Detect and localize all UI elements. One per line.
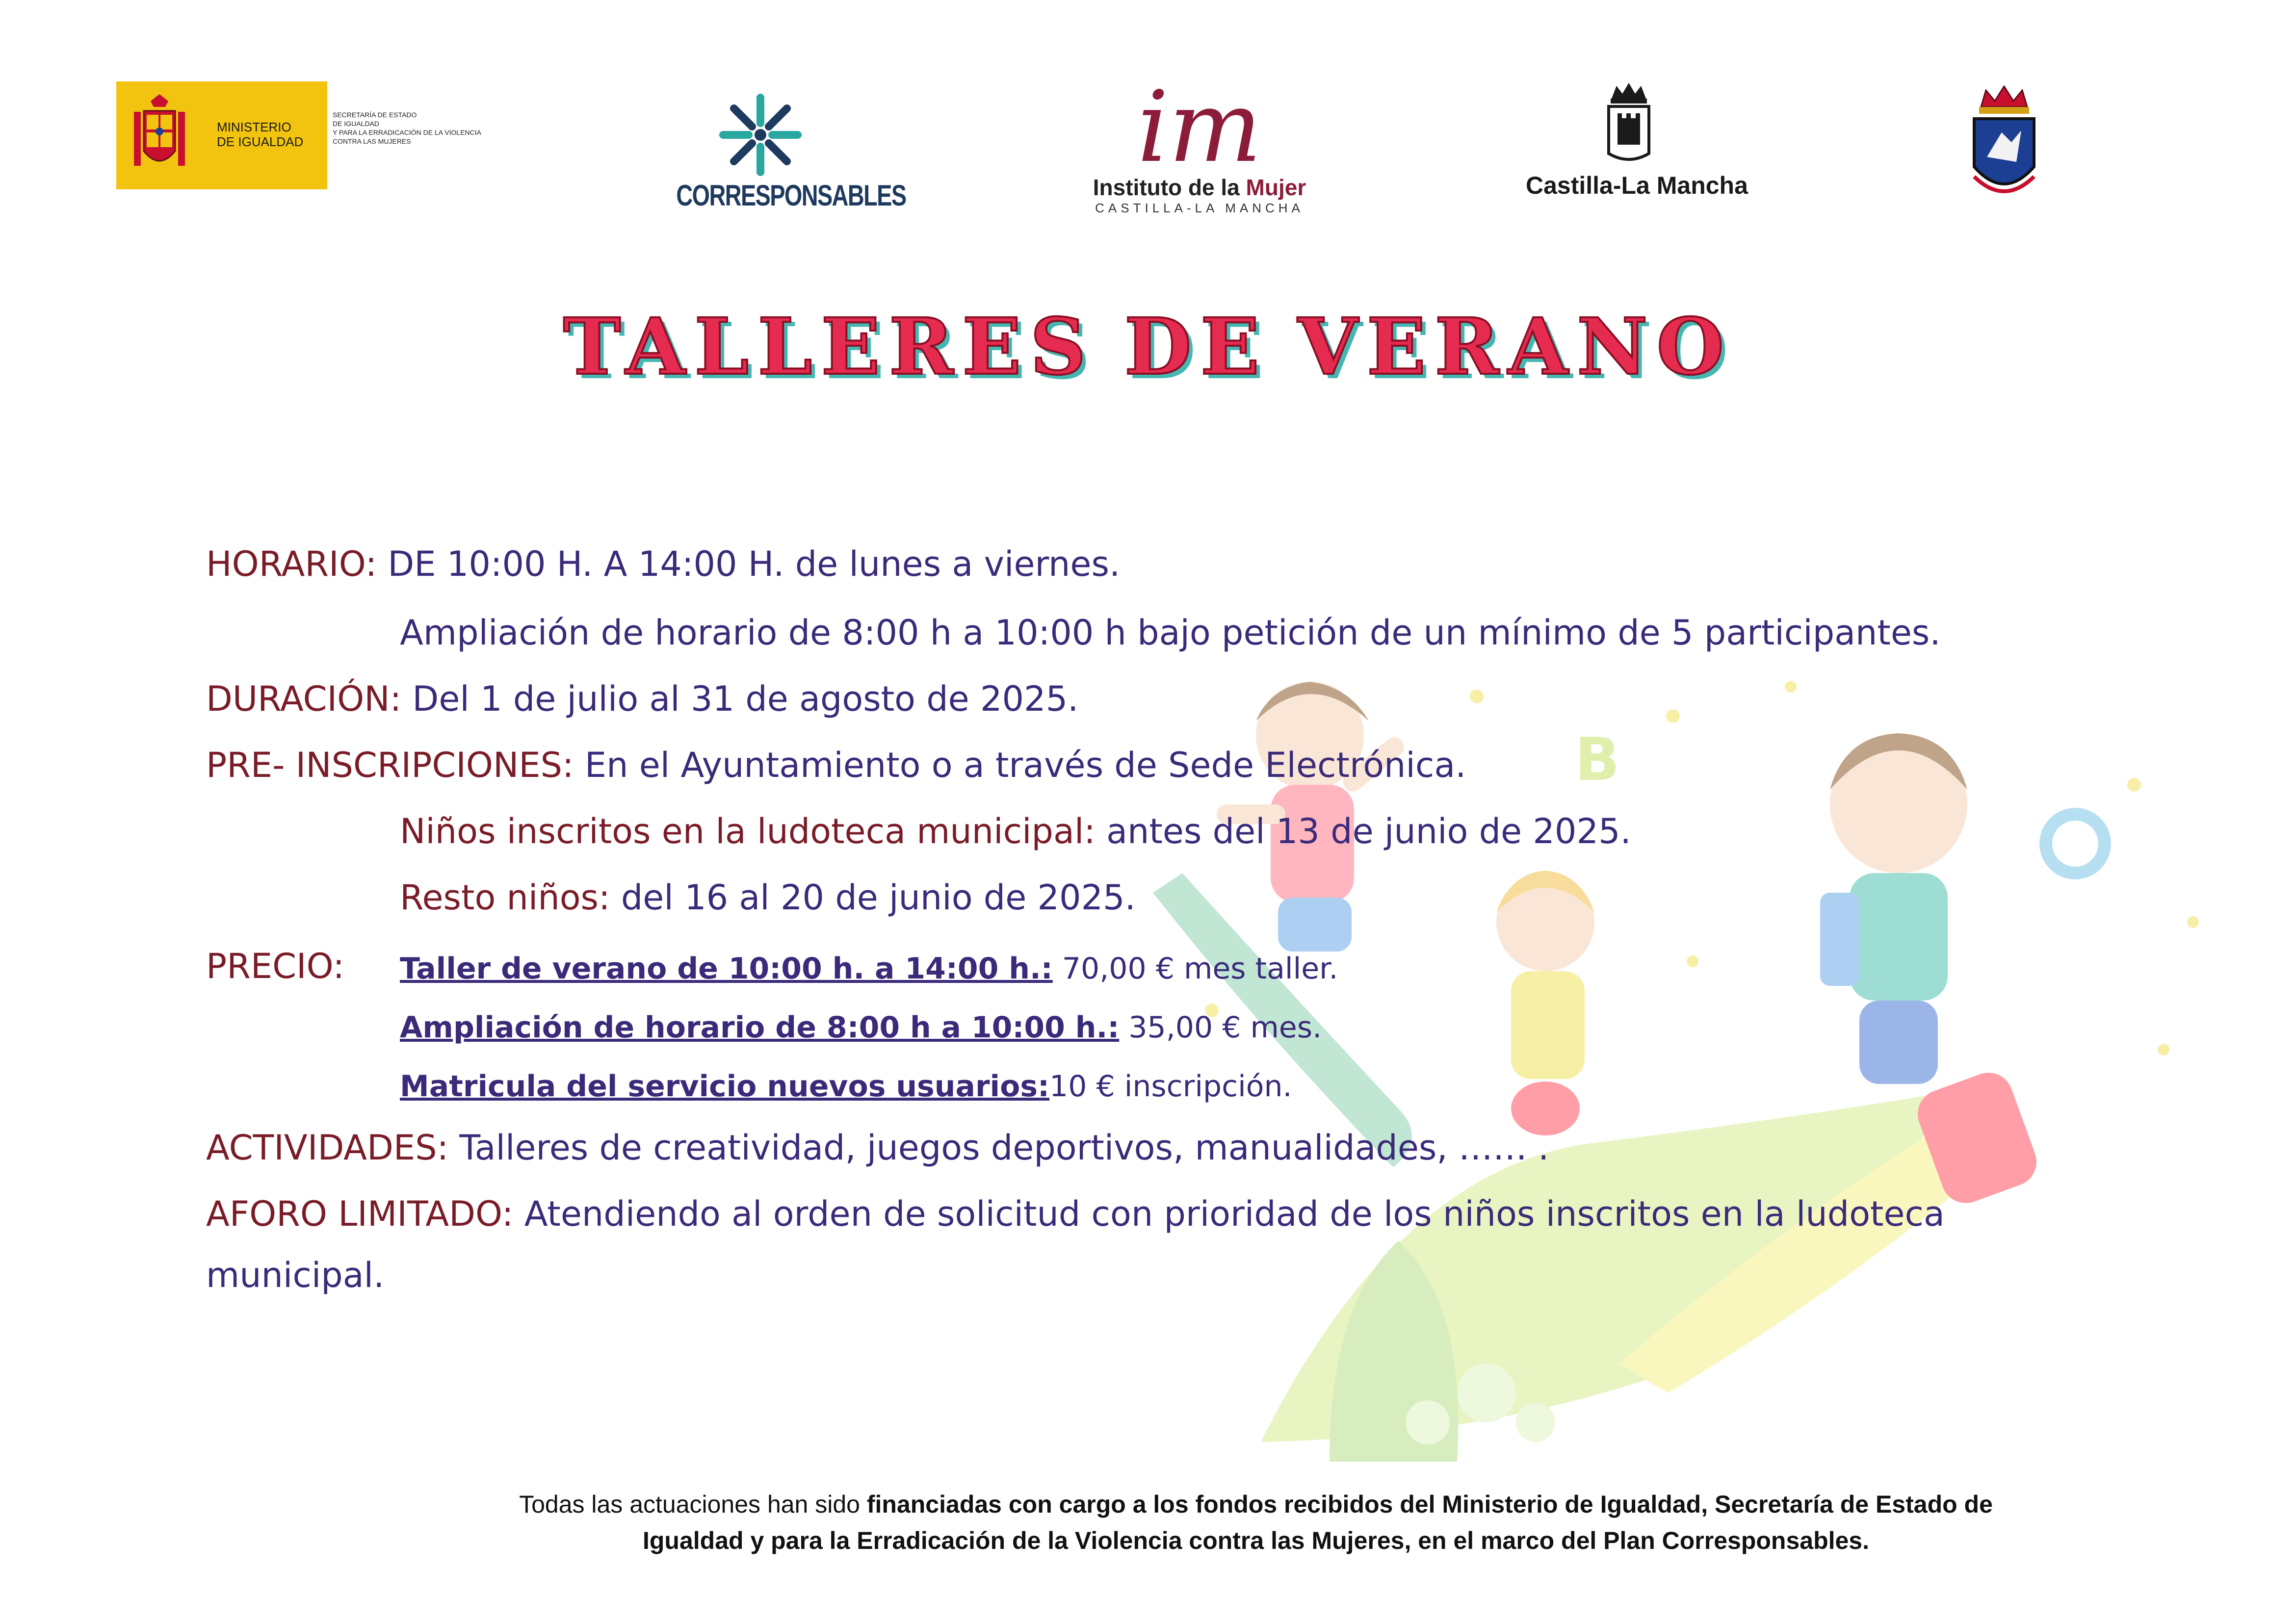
duracion-line — [206, 677, 1078, 721]
spain-coat-of-arms-icon — [130, 92, 189, 179]
aforo-value: Atendiendo al orden de solicitud con prioridad de los niños inscritos en la ludoteca — [513, 1194, 1945, 1234]
preinscripciones-ninos-line — [400, 809, 1631, 853]
precio-item-ampliacion-label: Ampliación de horario de 8:00 h a 10:00 h.: — [400, 1010, 1120, 1045]
preinscripciones-ninos-value: antes del 13 de junio de 2025. — [1095, 811, 1631, 851]
horario-label: HORARIO: — [206, 544, 377, 584]
letter-b-icon: B — [1575, 726, 1620, 794]
precio-item-matricula-label: Matricula del servicio nuevos usuarios: — [400, 1069, 1050, 1104]
preinscripciones-value: En el Ayuntamiento o a través de Sede Electrónica. — [574, 745, 1466, 785]
title-word-talleres: TALLERES — [563, 302, 1095, 392]
ministerio-igualdad-logo — [116, 81, 327, 189]
preinscripciones-resto-label: Resto niños: — [400, 877, 610, 918]
precio-item-matricula-value: 10 € inscripción. — [1049, 1069, 1292, 1104]
duracion-value: Del 1 de julio al 31 de agosto de 2025. — [401, 679, 1079, 719]
castle-crown-icon — [1602, 81, 1656, 164]
aforo-label: AFORO LIMITADO: — [206, 1194, 514, 1234]
actividades-line — [206, 1126, 1549, 1170]
preinscripciones-resto-line — [400, 875, 1136, 920]
precio-item-matricula — [400, 1067, 1292, 1106]
funding-footer — [339, 1486, 2173, 1559]
actividades-label: ACTIVIDADES: — [206, 1128, 449, 1168]
precio-item-taller-value: 70,00 € mes taller. — [1052, 952, 1338, 986]
horario-ampliacion: Ampliación de horario de 8:00 h a 10:00 h bajo petición de un mínimo de 5 participantes. — [400, 613, 1941, 653]
secretaria-line4: CONTRA LAS MUJERES — [333, 137, 411, 145]
secretaria-line2: DE IGUALDAD — [333, 120, 379, 128]
footer-bold-1: financiadas con cargo a los fondos recibidos del Ministerio de Igualdad, Secretaría de Estado de — [866, 1491, 1993, 1518]
precio-item-ampliacion-value: 35,00 € mes. — [1119, 1010, 1322, 1045]
page-title — [0, 302, 2296, 392]
corresponsables-text: CORRESPONSABLES — [676, 179, 906, 212]
letter-c-icon — [2046, 814, 2105, 873]
ministerio-line1: MINISTERIO — [217, 120, 291, 134]
instituto-mujer-logo — [1084, 70, 1315, 215]
aforo-line — [206, 1192, 1945, 1236]
precio-item-ampliacion — [400, 1008, 1322, 1047]
instituto-region: CASTILLA-LA MANCHA — [1095, 201, 1304, 215]
instituto-mujer-name — [1084, 174, 1315, 201]
horario-line — [206, 542, 1120, 586]
instituto-name-part2: Mujer — [1246, 175, 1306, 200]
castilla-la-mancha-text: Castilla-La Mancha — [1526, 172, 1748, 199]
duracion-label: DURACIÓN: — [206, 679, 402, 719]
secretaria-line1: SECRETARÍA DE ESTADO — [333, 111, 417, 119]
precio-label-text: PRECIO: — [206, 946, 345, 986]
actividades-value: Talleres de creatividad, juegos deportivos, manualidades, …… . — [448, 1128, 1549, 1168]
secretaria-estado-text — [333, 110, 519, 146]
horario-value: DE 10:00 H. A 14:00 H. de lunes a viernes. — [377, 544, 1121, 584]
footer-normal: Todas las actuaciones han sido — [519, 1491, 867, 1518]
corresponsables-logo — [652, 93, 906, 221]
municipal-coat-of-arms-icon — [1967, 83, 2041, 204]
footer-bold-2: Igualdad y para la Erradicación de la Violencia contra las Mujeres, en el marco del Plan Corresponsables. — [642, 1527, 1870, 1554]
preinscripciones-label: PRE- INSCRIPCIONES: — [206, 745, 574, 785]
corresponsables-flower-icon — [719, 93, 802, 177]
castilla-la-mancha-logo — [1526, 81, 1748, 208]
precio-item-taller — [400, 949, 1338, 988]
precio-label — [206, 944, 344, 988]
aforo-value-continued: municipal. — [206, 1255, 385, 1295]
ministerio-line2: DE IGUALDAD — [217, 134, 304, 149]
precio-item-taller-label: Taller de verano de 10:00 h. a 14:00 h.: — [400, 952, 1053, 986]
title-word-de: DE — [1124, 302, 1269, 392]
preinscripciones-resto-value: del 16 al 20 de junio de 2025. — [610, 877, 1136, 918]
child-middle-icon — [1496, 871, 1594, 1135]
secretaria-line3: Y PARA LA ERRADICACIÓN DE LA VIOLENCIA — [333, 129, 481, 136]
title-word-verano: VERANO — [1298, 302, 1733, 392]
instituto-name-part1: Instituto de la — [1093, 175, 1246, 200]
preinscripciones-line — [206, 743, 1466, 787]
instituto-mujer-glyph: im — [1137, 70, 1262, 184]
preinscripciones-ninos-label: Niños inscritos en la ludoteca municipal: — [400, 811, 1096, 851]
